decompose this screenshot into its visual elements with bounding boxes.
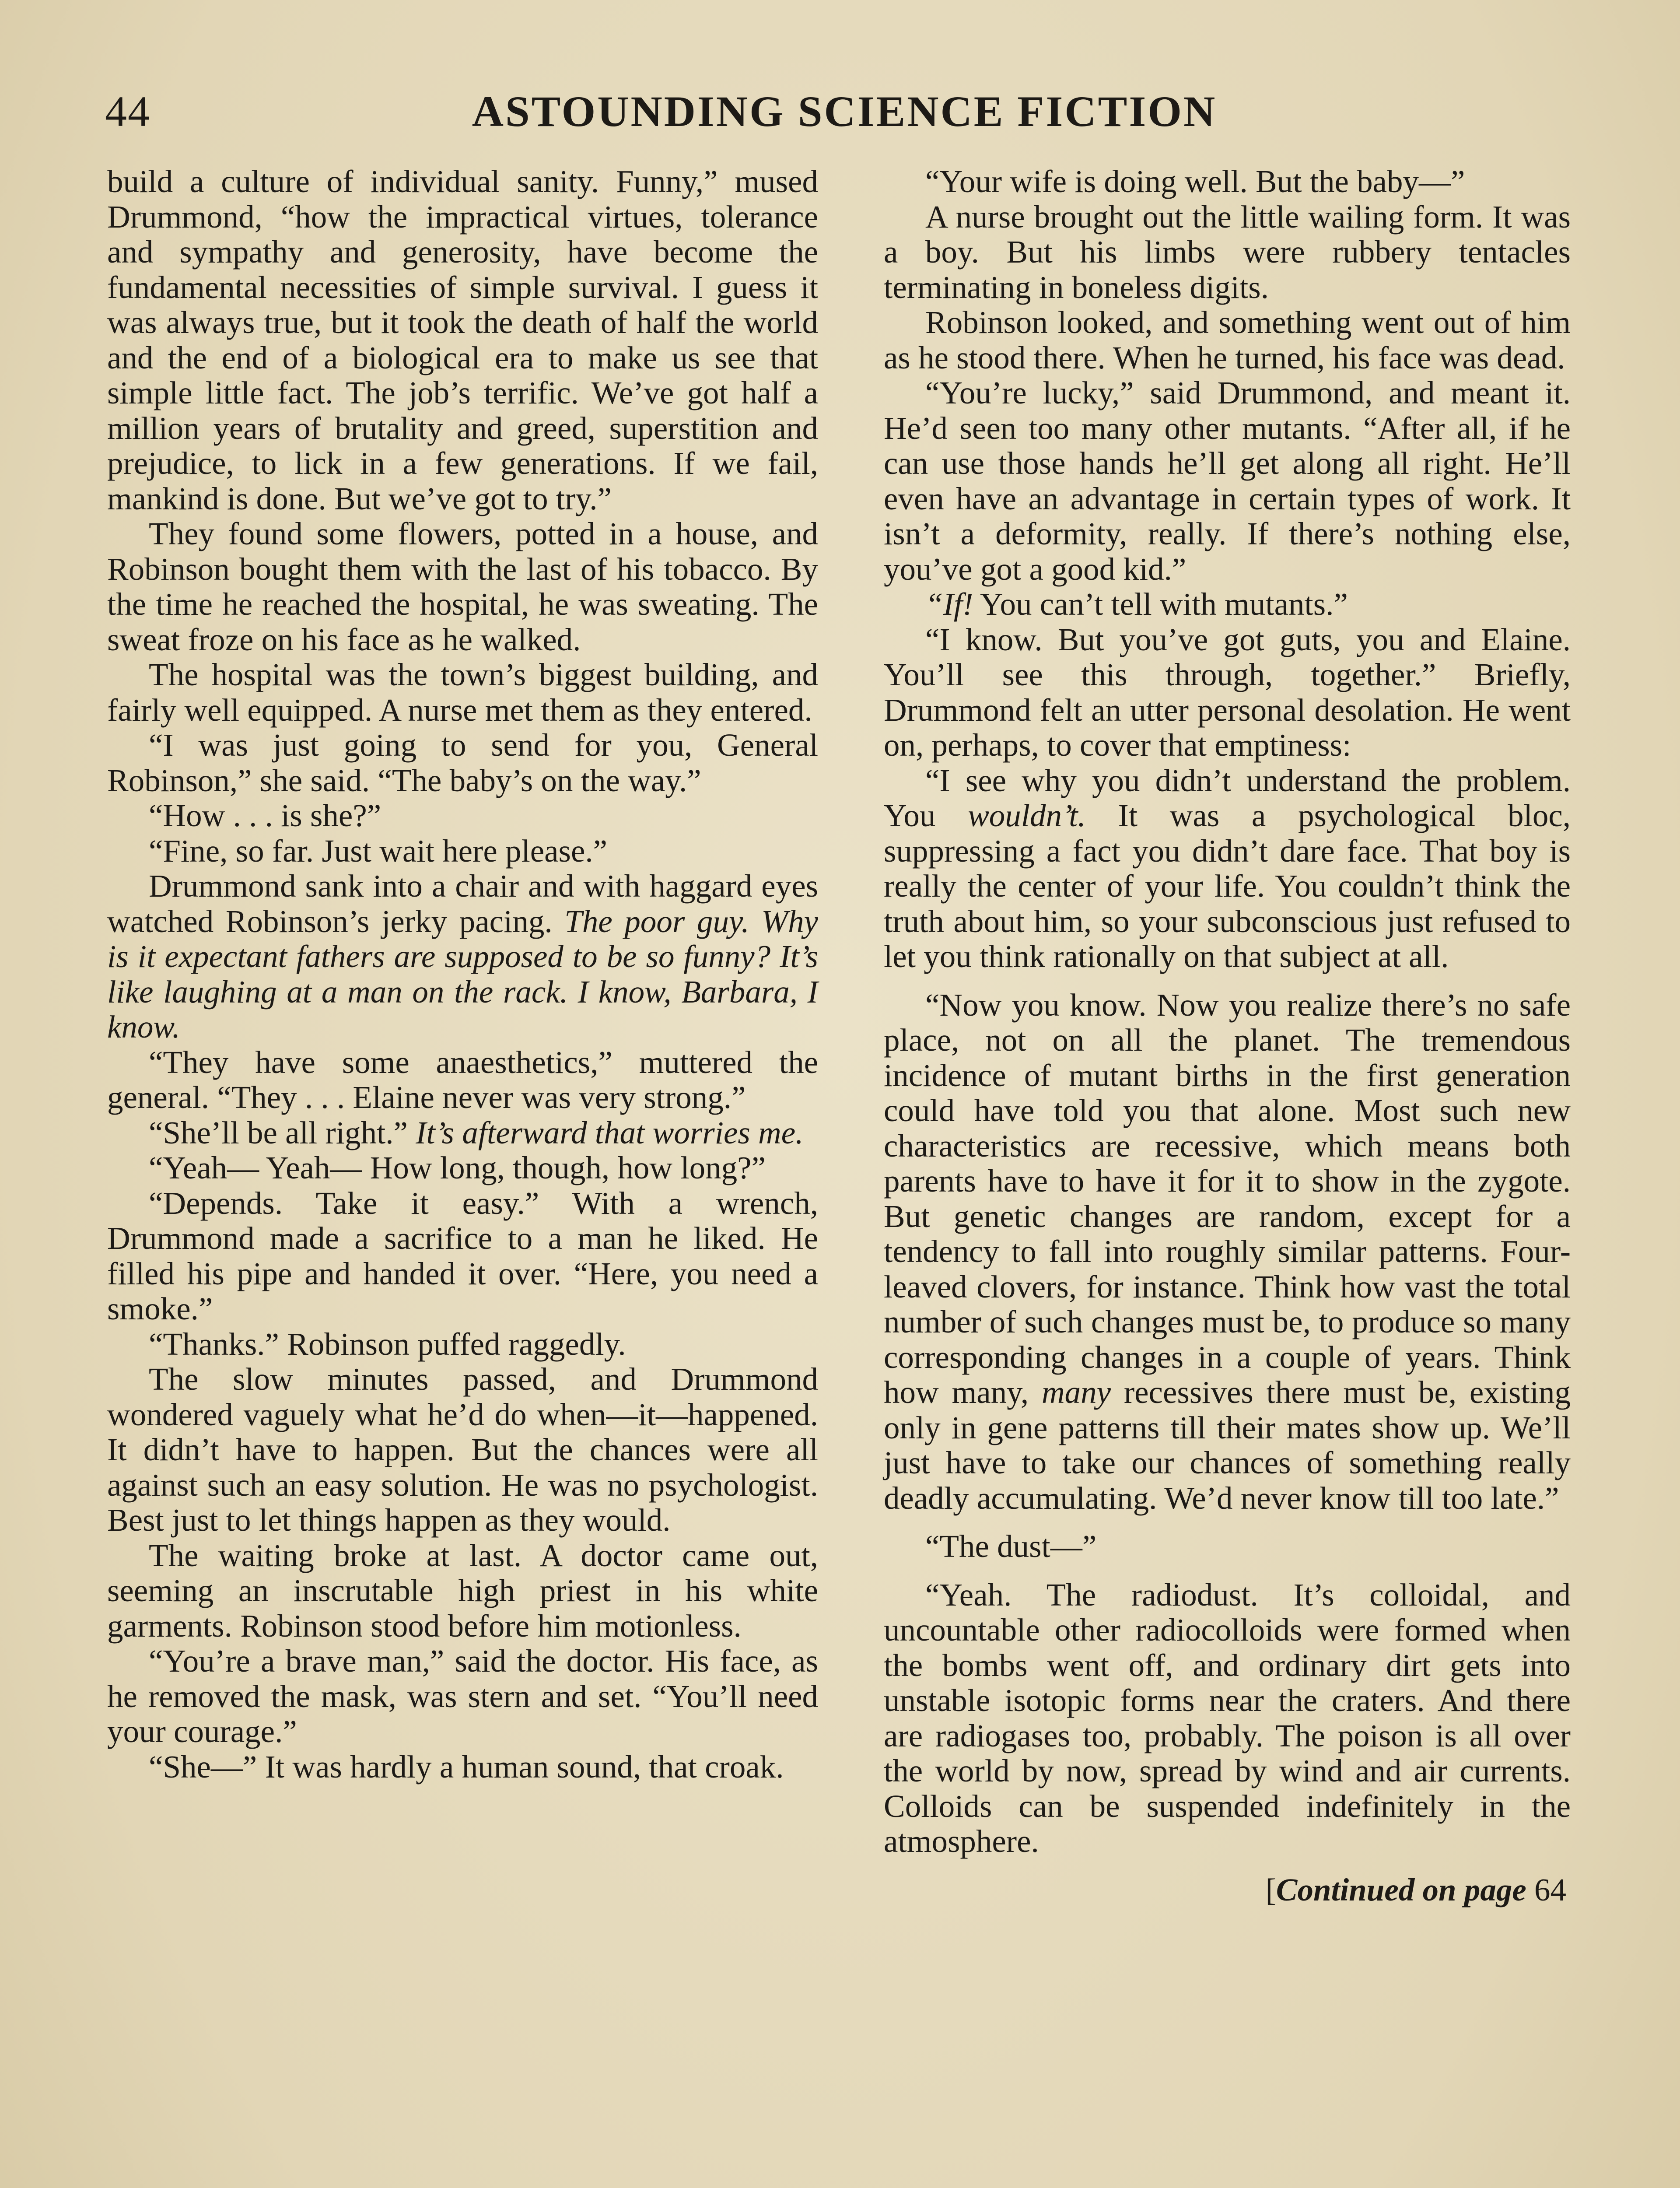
paragraph [884,1529,1571,1564]
paragraph [884,164,1571,200]
text-run: You can’t tell with mutants.” [973,586,1348,622]
text-run: The hospital was the town’s biggest building, and fairly well equipped. A nurse met them as they entered. [107,657,818,728]
paragraph [107,1115,818,1151]
paragraph [884,763,1571,975]
text-run: “Thanks.” Robinson puffed raggedly. [149,1326,626,1362]
paragraph [884,988,1571,1516]
text-run: They found some flowers, potted in a house, and Robinson bought them with the last of his tobacco. By the time he reached the hospital, he was sweating. The sweat froze on his face as he walked. [107,516,818,657]
text-run: “The dust—” [925,1529,1097,1564]
text-run: “Your wife is doing well. But the baby—” [925,164,1465,199]
text-run: “They have some anaesthetics,” muttered the general. “They . . . Elaine never was very strong.” [107,1044,818,1115]
continued-bracket: [ [1265,1872,1276,1907]
text-run: build a culture of individual sanity. Funny,” mused Drummond, “how the impractical virtues, tolerance and sympathy and generosity, have become the fundamental necessities of simple survival. I guess it was always true, but it took the death of half the world and the end of a biological era to make us see that simple little fact. The job’s terrific. We’ve got half a million years of brutality and greed, superstition and prejudice, to lick in a few generations. If we fail, mankind is done. But we’ve got to try.” [107,164,818,516]
paragraph [107,1327,818,1362]
italic-text: many [1041,1375,1111,1410]
paragraph [107,164,818,516]
continued-label: Continued on page [1276,1872,1526,1907]
text-run: “Depends. Take it easy.” With a wrench, Drummond made a sacrifice to a man he liked. He filled his pipe and handed it over. “Here, you need a smoke.” [107,1185,818,1326]
paragraph [884,200,1571,305]
text-run: “I know. But you’ve got guts, you and Elaine. You’ll see this through, together.” Briefly, Drummond felt an utter personal desolation. He went on, perhaps, to cover that emptiness: [884,621,1571,763]
paragraph [107,1150,818,1186]
page-header [105,81,1584,151]
paragraph [107,834,818,869]
text-run: “Now you know. Now you realize there’s no safe place, not on all the planet. The tremendous incidence of mutant births in the first generation could have told you that alone. Most such new characteristics are recessive, which means both parents have to have it for it to show in the zygote. But genetic changes are random, except for a tendency to fall into roughly similar patterns. Four-leaved clovers, for instance. Think how vast the total number of such changes must be, to produce so many corresponding changes in a couple of years. Think how many, [884,987,1571,1410]
italic-text: wouldn’t. [968,798,1086,833]
text-run: “You’re a brave man,” said the doctor. His face, as he removed the mask, was stern and set. “You’ll need your courage.” [107,1643,818,1749]
paragraph [884,375,1571,587]
page-number: 44 [105,87,150,136]
continued-note [884,1872,1571,1908]
paragraph [107,1362,818,1538]
paragraph [884,622,1571,763]
text-run: “I see why you didn’t understand the problem. You [884,762,1571,833]
paragraph [884,587,1571,622]
text-run: The waiting broke at last. A doctor came out, seeming an inscrutable high priest in his white garments. Robinson stood before him motionless. [107,1537,818,1644]
text-run: “I was just going to send for you, General Robinson,” she said. “The baby’s on the way.” [107,727,818,798]
paragraph [884,305,1571,375]
text-run: “Fine, so far. Just wait here please.” [149,833,608,869]
continued-page-number: 64 [1534,1872,1566,1907]
paragraph [107,1750,818,1785]
paragraph [107,1538,818,1644]
paragraph [107,516,818,657]
text-run: Robinson looked, and something went out of him as he stood there. When he turned, his face was dead. [884,305,1571,375]
right-column-body [884,164,1571,1859]
italic-text: “If! [925,586,973,622]
text-run: “How . . . is she?” [149,798,382,833]
running-title: ASTOUNDING SCIENCE FICTION [472,87,1217,136]
text-run: A nurse brought out the little wailing form. It was a boy. But his limbs were rubbery tentacles terminating in boneless digits. [884,199,1571,305]
text-run: Drummond sank into a chair and with haggard eyes watched Robinson’s jerky pacing. [107,868,818,939]
italic-text: It’s afterward that worries me. [416,1115,804,1150]
paragraph [107,1186,818,1327]
text-run: It was a psychological bloc, suppressing a fact you didn’t dare face. That boy is really the center of your life. You couldn’t think the truth about him, so your subconscious just refused to let you think rationally on that subject at all. [884,798,1571,974]
text-run: “Yeah— Yeah— How long, though, how long?” [149,1150,766,1185]
paragraph [107,1045,818,1115]
paragraph [107,657,818,728]
text-run: “Yeah. The radiodust. It’s colloidal, and uncountable other radiocolloids were formed when the bombs went off, and ordinary dirt gets into unstable isotopic forms near the craters. And there are radiogases too, probably. The poison is all over the world by now, spread by wind and air currents. Colloids can be suspended indefinitely in the atmosphere. [884,1577,1571,1859]
left-text-column [107,164,818,1785]
text-run: “You’re lucky,” said Drummond, and meant it. He’d seen too many other mutants. “After all, if he can use those hands he’ll get along all right. He’ll even have an advantage in certain types of work. It isn’t a deformity, really. If there’s nothing else, you’ve got a good kid.” [884,375,1571,587]
italic-text: The poor guy. Why is it expectant fathers are supposed to be so funny? It’s like laughing at a man on the rack. I know, Barbara, I know. [107,903,818,1045]
paragraph [107,728,818,798]
text-run: The slow minutes passed, and Drummond wondered vaguely what he’d do when—it—happened. It didn’t have to happen. But the chances were all against such an easy solution. He was no psychologist. Best just to let things happen as they would. [107,1361,818,1538]
paragraph [107,1644,818,1750]
text-run: recessives there must be, existing only in gene patterns till their mates show up. We’ll just have to take our chances of something really deadly accumulating. We’d never know till too late.” [884,1375,1571,1516]
paragraph [107,869,818,1045]
text-run: “She—” It was hardly a human sound, that croak. [149,1749,784,1785]
paragraph [884,1578,1571,1859]
text-run: “She’ll be all right.” [149,1115,416,1150]
paragraph [107,798,818,834]
right-text-column [884,164,1571,1907]
